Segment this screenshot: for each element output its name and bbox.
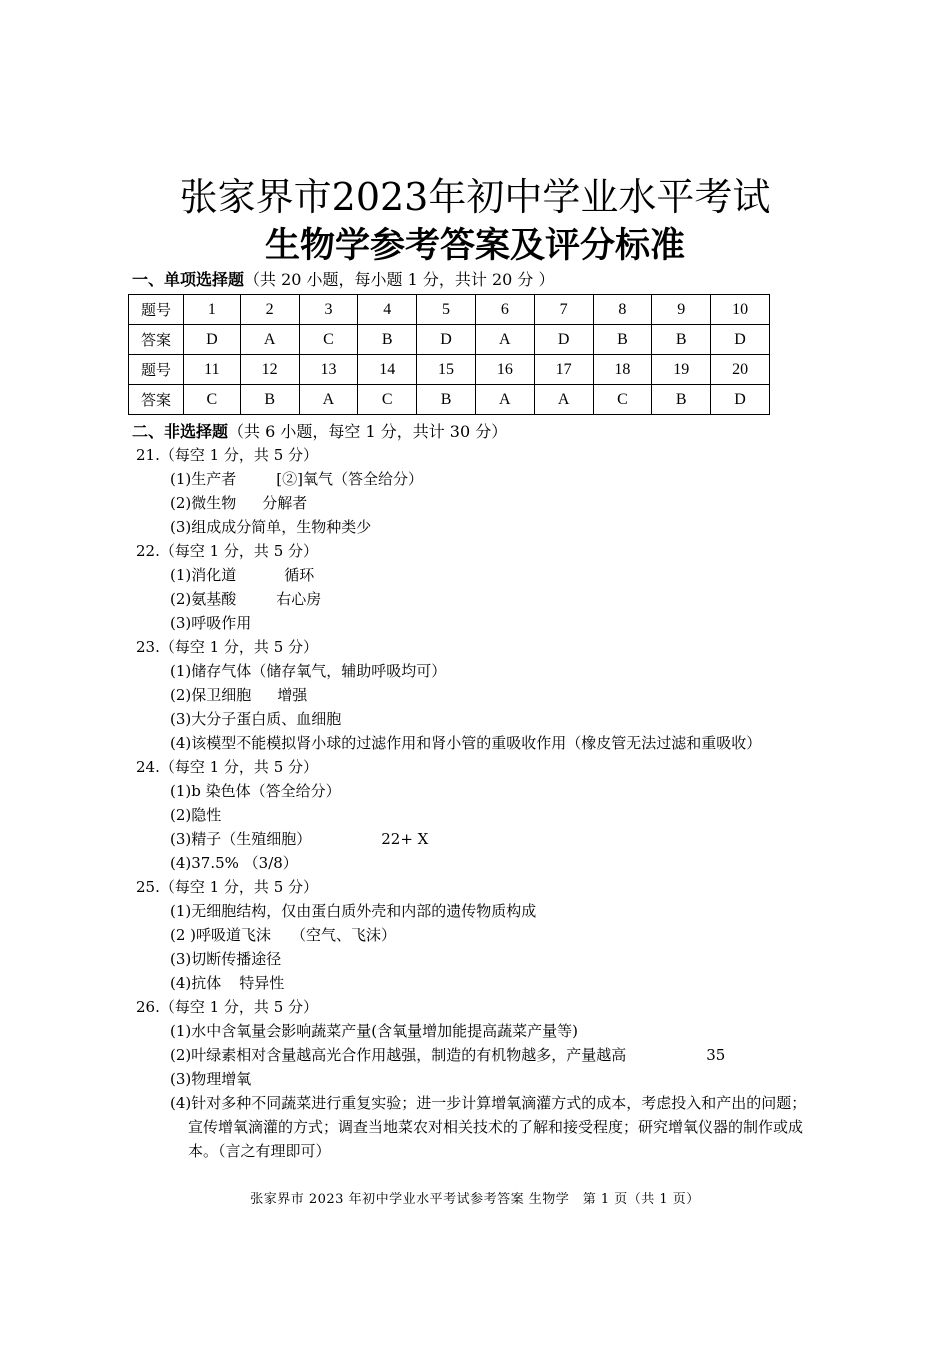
table-cell: 1 <box>184 295 241 325</box>
table-cell: D <box>711 325 770 355</box>
q26-answer-4 <box>170 1091 820 1163</box>
table-cell: B <box>652 385 711 415</box>
table-cell: B <box>240 385 299 415</box>
q25-answer-1: (1)无细胞结构，仅由蛋白质外壳和内部的遗传物质构成 <box>170 902 537 920</box>
q25-answer-3: (3)切断传播途径 <box>170 950 282 968</box>
table-cell: A <box>475 385 534 415</box>
q22-heading: 22.（每空 1 分，共 5 分） <box>136 542 319 560</box>
row-label: 题号 <box>129 295 184 325</box>
table-cell: 11 <box>184 355 241 385</box>
answer-text: (4)抗体 <box>170 974 222 992</box>
answer-text: 22+ X <box>381 830 429 848</box>
table-row <box>129 295 770 325</box>
table-cell: B <box>593 325 652 355</box>
table-cell: C <box>184 385 241 415</box>
q23-answer-1: (1)储存气体（储存氧气，辅助呼吸均可） <box>170 662 447 680</box>
q23-answer-3: (3)大分子蛋白质、血细胞 <box>170 710 342 728</box>
q26-answer-1: (1)水中含氧量会影响蔬菜产量(含氧量增加能提高蔬菜产量等) <box>170 1022 578 1040</box>
row-label: 题号 <box>129 355 184 385</box>
table-cell: C <box>358 385 417 415</box>
page-title: 张家界市2023年初中学业水平考试 <box>179 175 771 219</box>
q24-heading: 24.（每空 1 分，共 5 分） <box>136 758 319 776</box>
table-cell: 14 <box>358 355 417 385</box>
table-cell: 20 <box>711 355 770 385</box>
q21-heading: 21.（每空 1 分，共 5 分） <box>136 446 319 464</box>
section2-heading: 二、非选择题 <box>132 422 229 441</box>
table-cell: A <box>475 325 534 355</box>
q23-heading: 23.（每空 1 分，共 5 分） <box>136 638 319 656</box>
table-cell: 2 <box>240 295 299 325</box>
answer-text: (4)针对多种不同蔬菜进行重复实验；进一步计算增氧滴灌方式的成本，考虑投入和产出的问题；宣传增氧滴灌的方式；调查当地菜农对相关技术的了解和接受程度；研究增氧仪器的制作或成本。（言之有理即可） <box>170 1094 807 1160</box>
answer-text: 循环 <box>284 566 315 584</box>
q24-answer-3 <box>170 827 428 851</box>
q26-answer-2 <box>170 1043 725 1067</box>
section1-heading: 一、单项选择题 <box>132 270 245 289</box>
answer-text: (2)保卫细胞 <box>170 686 252 704</box>
table-cell: 5 <box>417 295 476 325</box>
answer-text: 分解者 <box>262 494 308 512</box>
q24-answer-2: (2)隐性 <box>170 806 222 824</box>
table-cell: B <box>652 325 711 355</box>
answer-text: (3)精子（生殖细胞） <box>170 830 312 848</box>
table-row <box>129 385 770 415</box>
q21-answer-3: (3)组成成分简单，生物种类少 <box>170 518 372 536</box>
table-cell: C <box>593 385 652 415</box>
answer-text: (1)生产者 <box>170 470 237 488</box>
table-cell: 16 <box>475 355 534 385</box>
q23-answer-2 <box>170 683 307 707</box>
table-cell: 17 <box>534 355 593 385</box>
answer-text: 35 <box>706 1046 726 1064</box>
answer-text: (2)氨基酸 <box>170 590 237 608</box>
table-cell: 13 <box>299 355 358 385</box>
table-row <box>129 355 770 385</box>
row-label: 答案 <box>129 385 184 415</box>
answer-text: 特异性 <box>239 974 285 992</box>
table-cell: 7 <box>534 295 593 325</box>
row-label: 答案 <box>129 325 184 355</box>
answer-text: (1)消化道 <box>170 566 237 584</box>
answer-text: 右心房 <box>276 590 322 608</box>
table-cell: 9 <box>652 295 711 325</box>
q22-answer-1 <box>170 563 314 587</box>
q21-answer-2 <box>170 491 307 515</box>
page-footer: 张家界市 2023 年初中学业水平考试参考答案 生物学 第 1 页（共 1 页） <box>250 1192 700 1207</box>
table-cell: 15 <box>417 355 476 385</box>
q25-answer-2 <box>170 923 396 947</box>
table-cell: C <box>299 325 358 355</box>
table-cell: A <box>299 385 358 415</box>
section1-note: （共 20 小题，每小题 1 分，共计 20 分 ） <box>244 270 555 289</box>
q24-answer-4: (4)37.5% （3/8） <box>170 854 298 872</box>
q22-answer-2 <box>170 587 321 611</box>
table-cell: 3 <box>299 295 358 325</box>
q24-answer-1: (1)b 染色体（答全给分） <box>170 782 341 800</box>
table-cell: A <box>534 385 593 415</box>
q22-answer-3: (3)呼吸作用 <box>170 614 252 632</box>
section2-note: （共 6 小题，每空 1 分，共计 30 分） <box>228 422 508 441</box>
q23-answer-4: (4)该模型不能模拟肾小球的过滤作用和肾小管的重吸收作用（橡皮管无法过滤和重吸收） <box>170 734 762 752</box>
table-cell: A <box>240 325 299 355</box>
answer-text: [②]氧气（答全给分） <box>276 470 423 488</box>
section1-heading-line <box>132 268 555 292</box>
table-cell: 4 <box>358 295 417 325</box>
table-cell: D <box>184 325 241 355</box>
page-subtitle: 生物学参考答案及评分标准 <box>264 226 685 266</box>
q25-heading: 25.（每空 1 分，共 5 分） <box>136 878 319 896</box>
q25-answer-4 <box>170 971 284 995</box>
table-cell: 19 <box>652 355 711 385</box>
table-cell: 6 <box>475 295 534 325</box>
table-cell: D <box>417 325 476 355</box>
table-cell: D <box>534 325 593 355</box>
section2-heading-line <box>132 420 507 444</box>
answer-text: 增强 <box>277 686 308 704</box>
table-cell: B <box>417 385 476 415</box>
answer-text: (2 )呼吸道飞沫 <box>170 926 272 944</box>
answer-table <box>128 294 770 415</box>
q21-answer-1 <box>170 467 423 491</box>
answer-text: (2)叶绿素相对含量越高光合作用越强，制造的有机物越多，产量越高 <box>170 1046 627 1064</box>
answer-text: (2)微生物 <box>170 494 237 512</box>
table-row <box>129 325 770 355</box>
table-cell: 10 <box>711 295 770 325</box>
table-cell: D <box>711 385 770 415</box>
table-cell: 12 <box>240 355 299 385</box>
table-cell: 8 <box>593 295 652 325</box>
table-cell: B <box>358 325 417 355</box>
q26-heading: 26.（每空 1 分，共 5 分） <box>136 998 319 1016</box>
q26-answer-3: (3)物理增氧 <box>170 1070 252 1088</box>
table-cell: 18 <box>593 355 652 385</box>
answer-text: （空气、飞沫） <box>291 926 397 944</box>
